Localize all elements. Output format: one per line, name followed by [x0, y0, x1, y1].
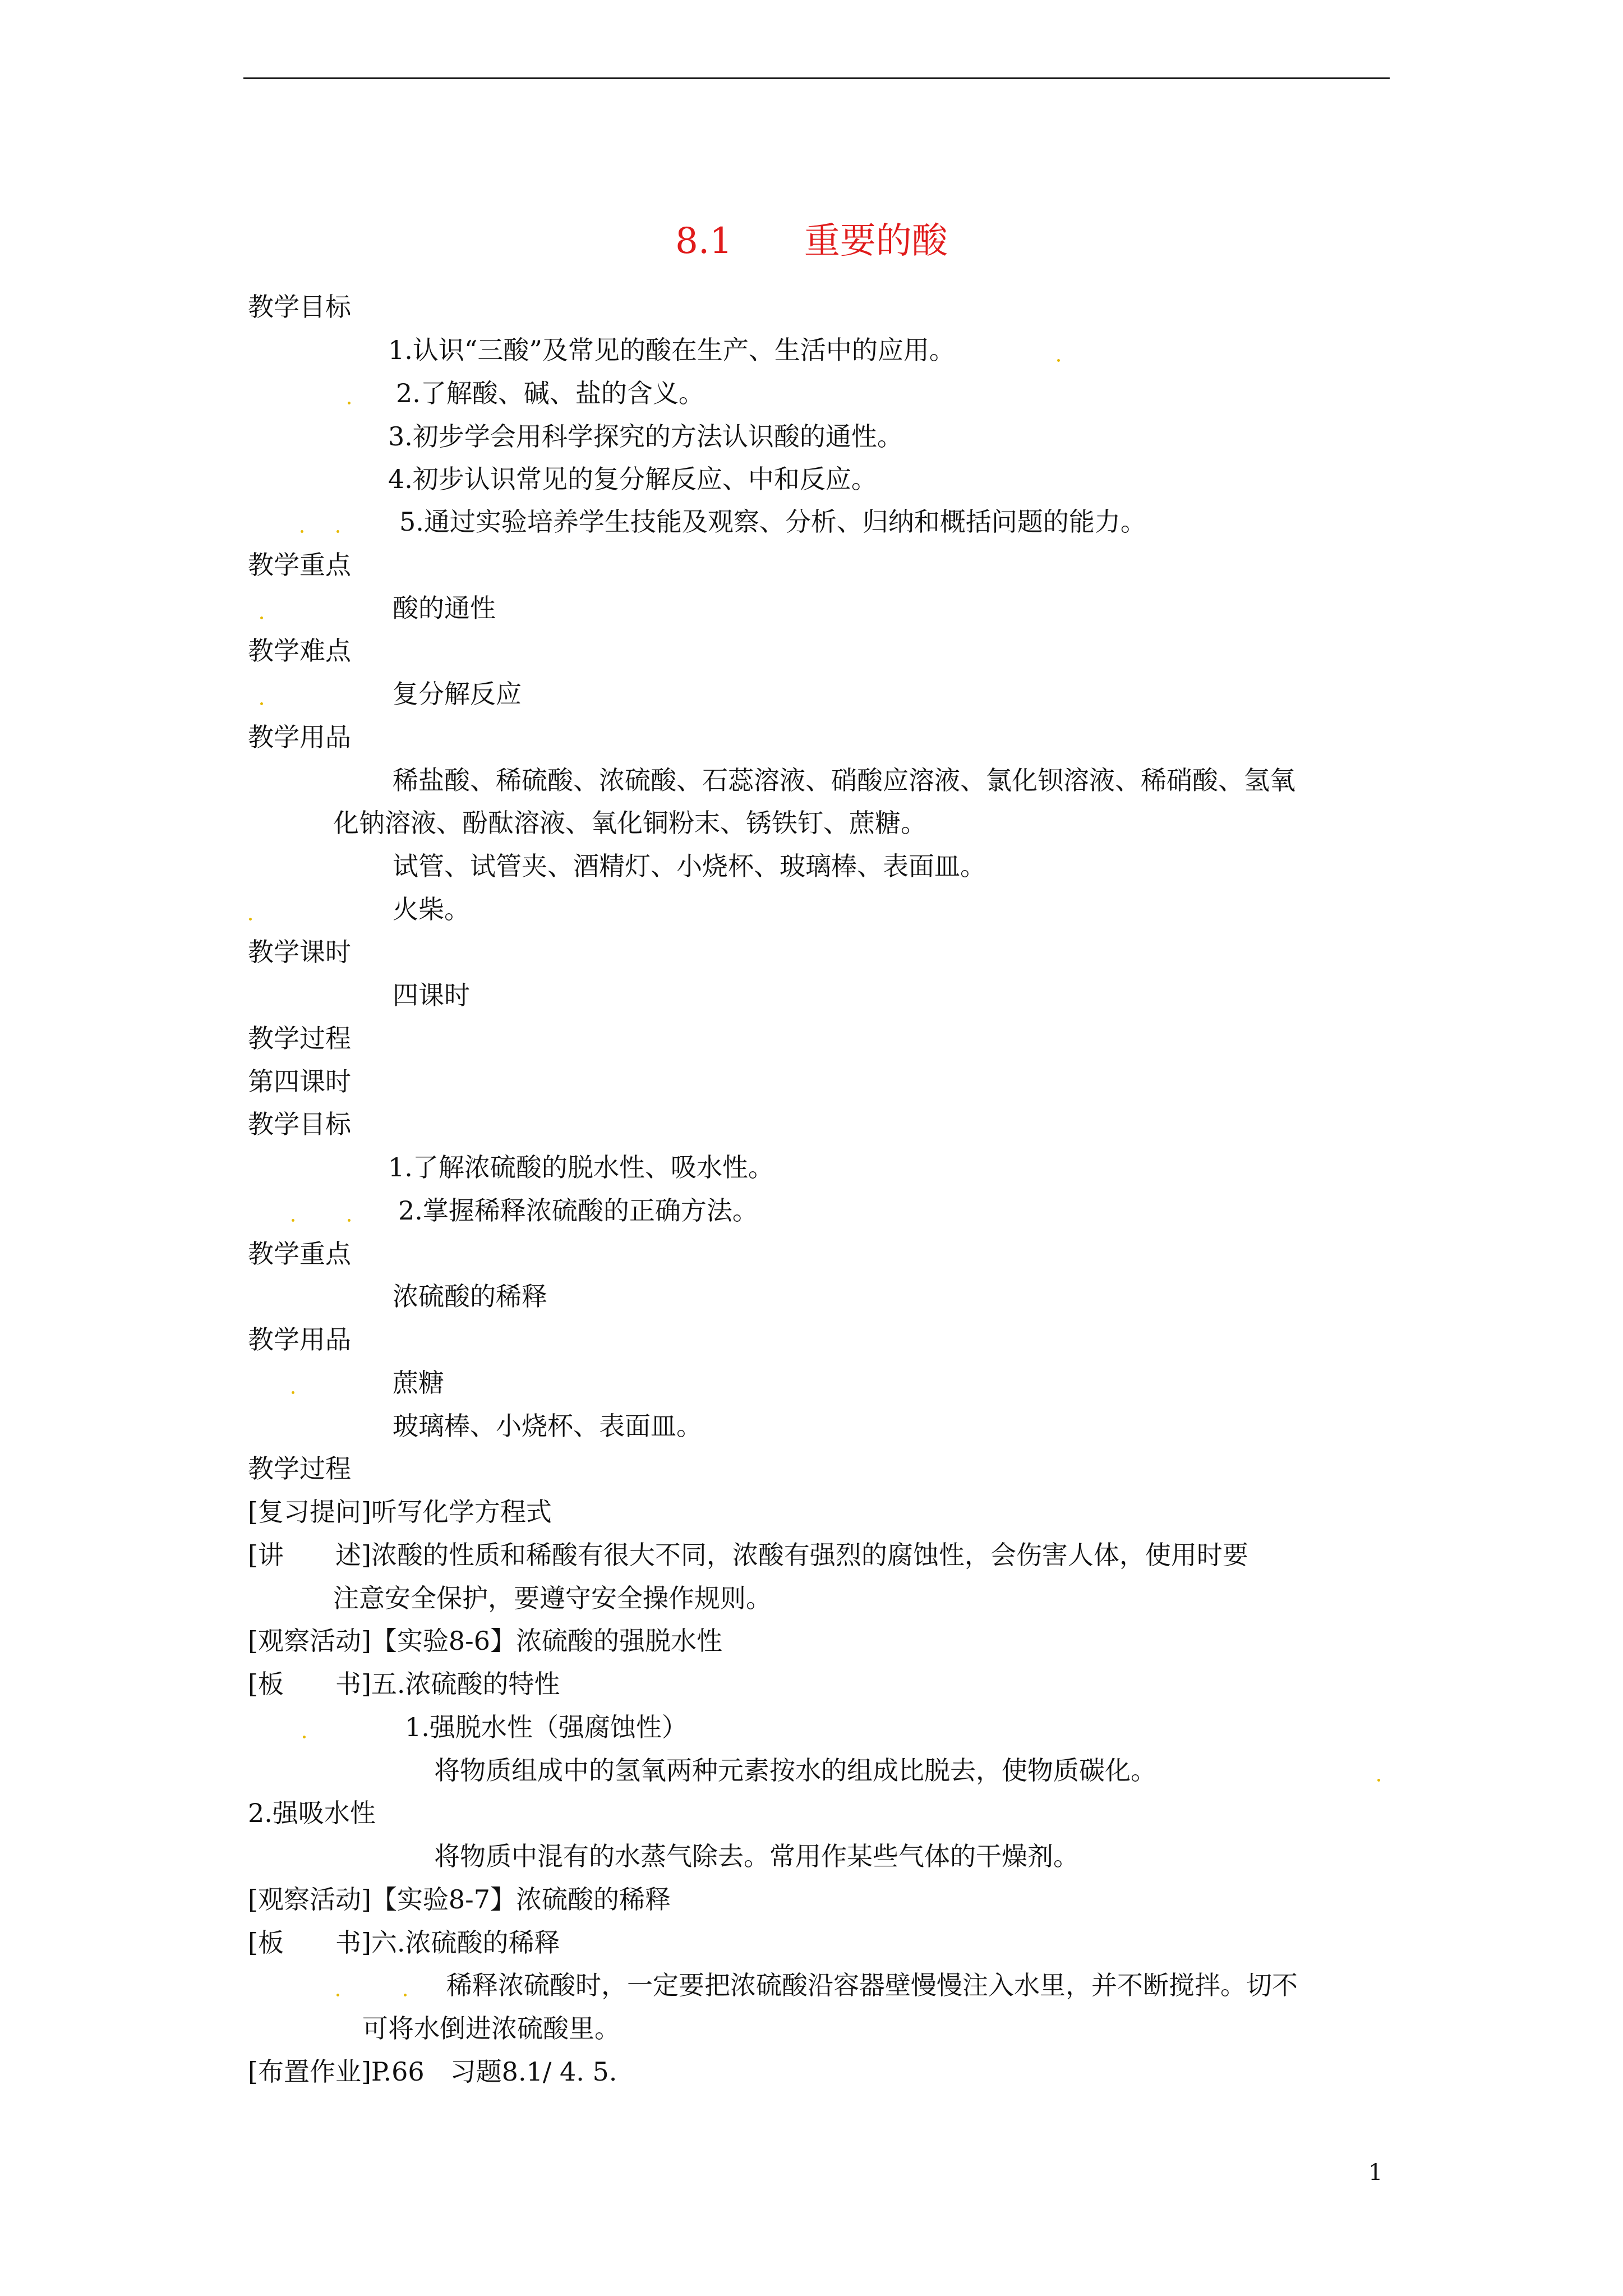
heading-fourth-lesson: 第四课时: [248, 1066, 351, 1097]
property-text: 将物质组成中的氢氧两种元素按水的组成比脱去，使物质碳化。: [434, 1755, 1156, 1786]
goal-item: 2.掌握稀释浓硫酸的正确方法。: [398, 1195, 758, 1226]
heading-key-points: 教学重点: [248, 1239, 351, 1269]
materials-text: 蔗糖: [393, 1368, 444, 1398]
goal-item: 5.通过实验培养学生技能及观察、分析、归纳和概括问题的能力。: [399, 507, 1146, 537]
heading-teaching-materials: 教学用品: [248, 722, 351, 752]
heading-teaching-process: 教学过程: [248, 1453, 351, 1484]
key-point-text: 浓硫酸的稀释: [393, 1281, 547, 1312]
decorative-speck: [336, 1994, 339, 1996]
process-step: [板 书]六.浓硫酸的稀释: [248, 1927, 560, 1958]
process-step: [观察活动]【实验8-6】浓硫酸的强脱水性: [248, 1626, 722, 1656]
process-step: [板 书]五.浓硫酸的特性: [248, 1669, 560, 1699]
goal-item: 1.了解浓硫酸的脱水性、吸水性。: [388, 1152, 774, 1182]
decorative-speck: [348, 402, 351, 404]
decorative-speck: [301, 530, 303, 533]
property-text: 将物质中混有的水蒸气除去。常用作某些气体的干燥剂。: [434, 1841, 1079, 1871]
decorative-speck: [260, 616, 263, 619]
heading-teaching-materials: 教学用品: [248, 1324, 351, 1355]
goal-item: 4.初步认识常见的复分解反应、中和反应。: [388, 464, 877, 494]
decorative-speck: [404, 1994, 407, 1996]
header-rule: [243, 77, 1390, 79]
decorative-speck: [1377, 1779, 1380, 1782]
decorative-speck: [336, 530, 339, 533]
materials-text: 火柴。: [393, 894, 470, 924]
property-item: 1.强脱水性（强腐蚀性）: [405, 1712, 688, 1742]
decorative-speck: [1057, 359, 1060, 362]
heading-key-points: 教学重点: [248, 550, 351, 580]
process-step: [观察活动]【实验8-7】浓硫酸的稀释: [248, 1884, 671, 1915]
heading-teaching-goals: 教学目标: [248, 1109, 351, 1139]
decorative-speck: [292, 1219, 294, 1222]
goal-item: 2.了解酸、碱、盐的含义。: [396, 378, 704, 408]
process-text: 可将水倒进浓硫酸里。: [362, 2013, 620, 2044]
materials-text: 稀盐酸、稀硫酸、浓硫酸、石蕊溶液、硝酸应溶液、氯化钡溶液、稀硝酸、氢氧: [393, 765, 1295, 795]
key-point-text: 酸的通性: [393, 593, 496, 623]
decorative-speck: [260, 702, 263, 705]
materials-text: 试管、试管夹、酒精灯、小烧杯、玻璃棒、表面皿。: [393, 851, 986, 881]
decorative-speck: [292, 1391, 294, 1394]
materials-text: 玻璃棒、小烧杯、表面皿。: [393, 1411, 702, 1441]
process-step: 注意安全保护，要遵守安全操作规则。: [333, 1583, 772, 1613]
page-number: 1: [1368, 2160, 1383, 2185]
heading-teaching-process: 教学过程: [248, 1023, 351, 1053]
materials-text: 化钠溶液、酚酞溶液、氧化铜粉末、锈铁钉、蔗糖。: [333, 808, 926, 838]
homework-line: [布置作业]P.66 习题8.1/ 4. 5.: [248, 2056, 617, 2087]
process-step: [讲 述]浓酸的性质和稀酸有很大不同，浓酸有强烈的腐蚀性，会伤害人体，使用时要: [248, 1540, 1248, 1570]
heading-class-hours: 教学课时: [248, 937, 351, 967]
process-text: 稀释浓硫酸时，一定要把浓硫酸沿容器壁慢慢注入水里，并不断搅拌。切不: [446, 1970, 1298, 2000]
goal-item: 3.初步学会用科学探究的方法认识酸的通性。: [388, 421, 903, 452]
goal-item: 1.认识“三酸”及常见的酸在生产、生活中的应用。: [388, 335, 955, 365]
difficult-point-text: 复分解反应: [393, 679, 522, 709]
decorative-speck: [348, 1219, 351, 1222]
page-title: 8.1 重要的酸: [675, 220, 948, 262]
process-step: [复习提问]听写化学方程式: [248, 1497, 552, 1527]
heading-difficult-points: 教学难点: [248, 636, 351, 666]
heading-teaching-goals: 教学目标: [248, 292, 351, 322]
decorative-speck: [303, 1736, 306, 1738]
property-item: 2.强吸水性: [248, 1798, 376, 1828]
decorative-speck: [249, 918, 252, 921]
class-hours-text: 四课时: [393, 980, 470, 1010]
